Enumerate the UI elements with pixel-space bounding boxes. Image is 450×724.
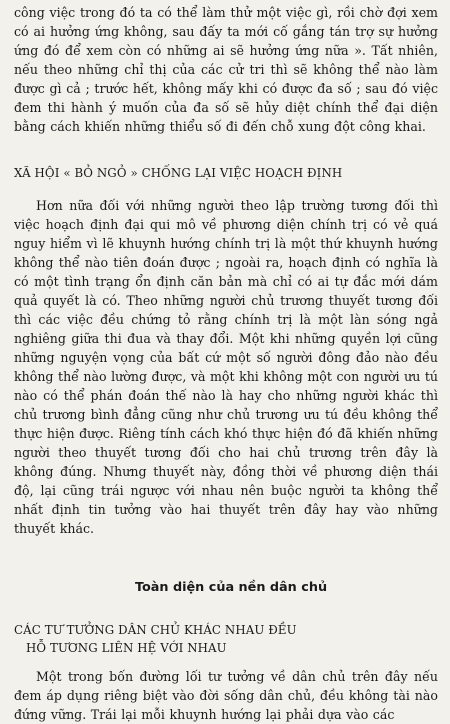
- paragraph-1: công việc trong đó ta có thể làm thử một việc gì, rồi chờ đợi xem có ai hưởng ứng không, sau đấy ta mới cố gắng tán trợ sự hưởng ứng đó để xem còn có những ai sẽ hưởng ứng nữa ». Tất nhiên, nếu theo những chỉ thị của các cử tri thì sẽ không thể nào làm được gì cả ; trước hết, không mấy khi có được đa số ; sau đó việc đem thi hành ý muốn của đa số sẽ hủy diệt chính thể đại diện bằng cách khiến những thiểu số đi đến chỗ xung đột công khai.: [14, 5, 438, 134]
- subheading-line-2: HỖ TƯƠNG LIÊN HỆ VỚI NHAU: [26, 641, 227, 655]
- subheading-open-society: XÃ HỘI « BỎ NGỎ » CHỐNG LẠI VIỆC HOẠCH ĐỊNH: [14, 166, 343, 180]
- subheading-line-1: CÁC TƯ TƯỞNG DÂN CHỦ KHÁC NHAU ĐỀU: [14, 623, 297, 637]
- paragraph-3: Một trong bốn đường lối tư tưởng về dân chủ trên đây nếu đem áp dụng riêng biệt vào đời sống dân chủ, đều không tài nào đứng vững. Trái lại mỗi khuynh hướng lại phải dựa vào các: [14, 669, 438, 722]
- paragraph-2: Hơn nữa đối với những người theo lập trường tương đối thì việc hoạch định đại qui mô về phương diện chính trị có vẻ quá nguy hiểm vì lẽ khuynh hướng chính trị là một thứ khuynh hướng không thể nào tiên đoán được ; ngoài ra, hoạch định có nghĩa là có một tình trạng ổn định căn bản mà chỉ có ai tự đắc mới dám quả quyết là có. Theo những người chủ trương thuyết tương đối thì các việc đều chứng tỏ rằng chính trị là một làn sóng ngả nghiêng giữa thi đua và thay đổi. Một khi những quyền lợi cũng những nguyện vọng của bất cứ một số người đông đảo nào đều không thể nào lường được, và một khi không một con người ưu tú nào có thể phán đoán thế nào là hay cho những người khác thì chủ trương bình đẳng cũng như chủ trương ưu tú đều không thể thực hiện được. Riêng tính cách khó thực hiện đó đã khiến những người theo thuyết tương đối cho hai chủ trương trên đây là không đúng. Nhưng thuyết này, đồng thời về phương diện thái độ, lại cũng trái ngược với nhau nên buộc người ta không thể nhất định tin tưởng vào hai thuyết trên đây hay vào những thuyết khác.: [14, 198, 438, 536]
- section-title: Toàn diện của nền dân chủ: [134, 580, 328, 595]
